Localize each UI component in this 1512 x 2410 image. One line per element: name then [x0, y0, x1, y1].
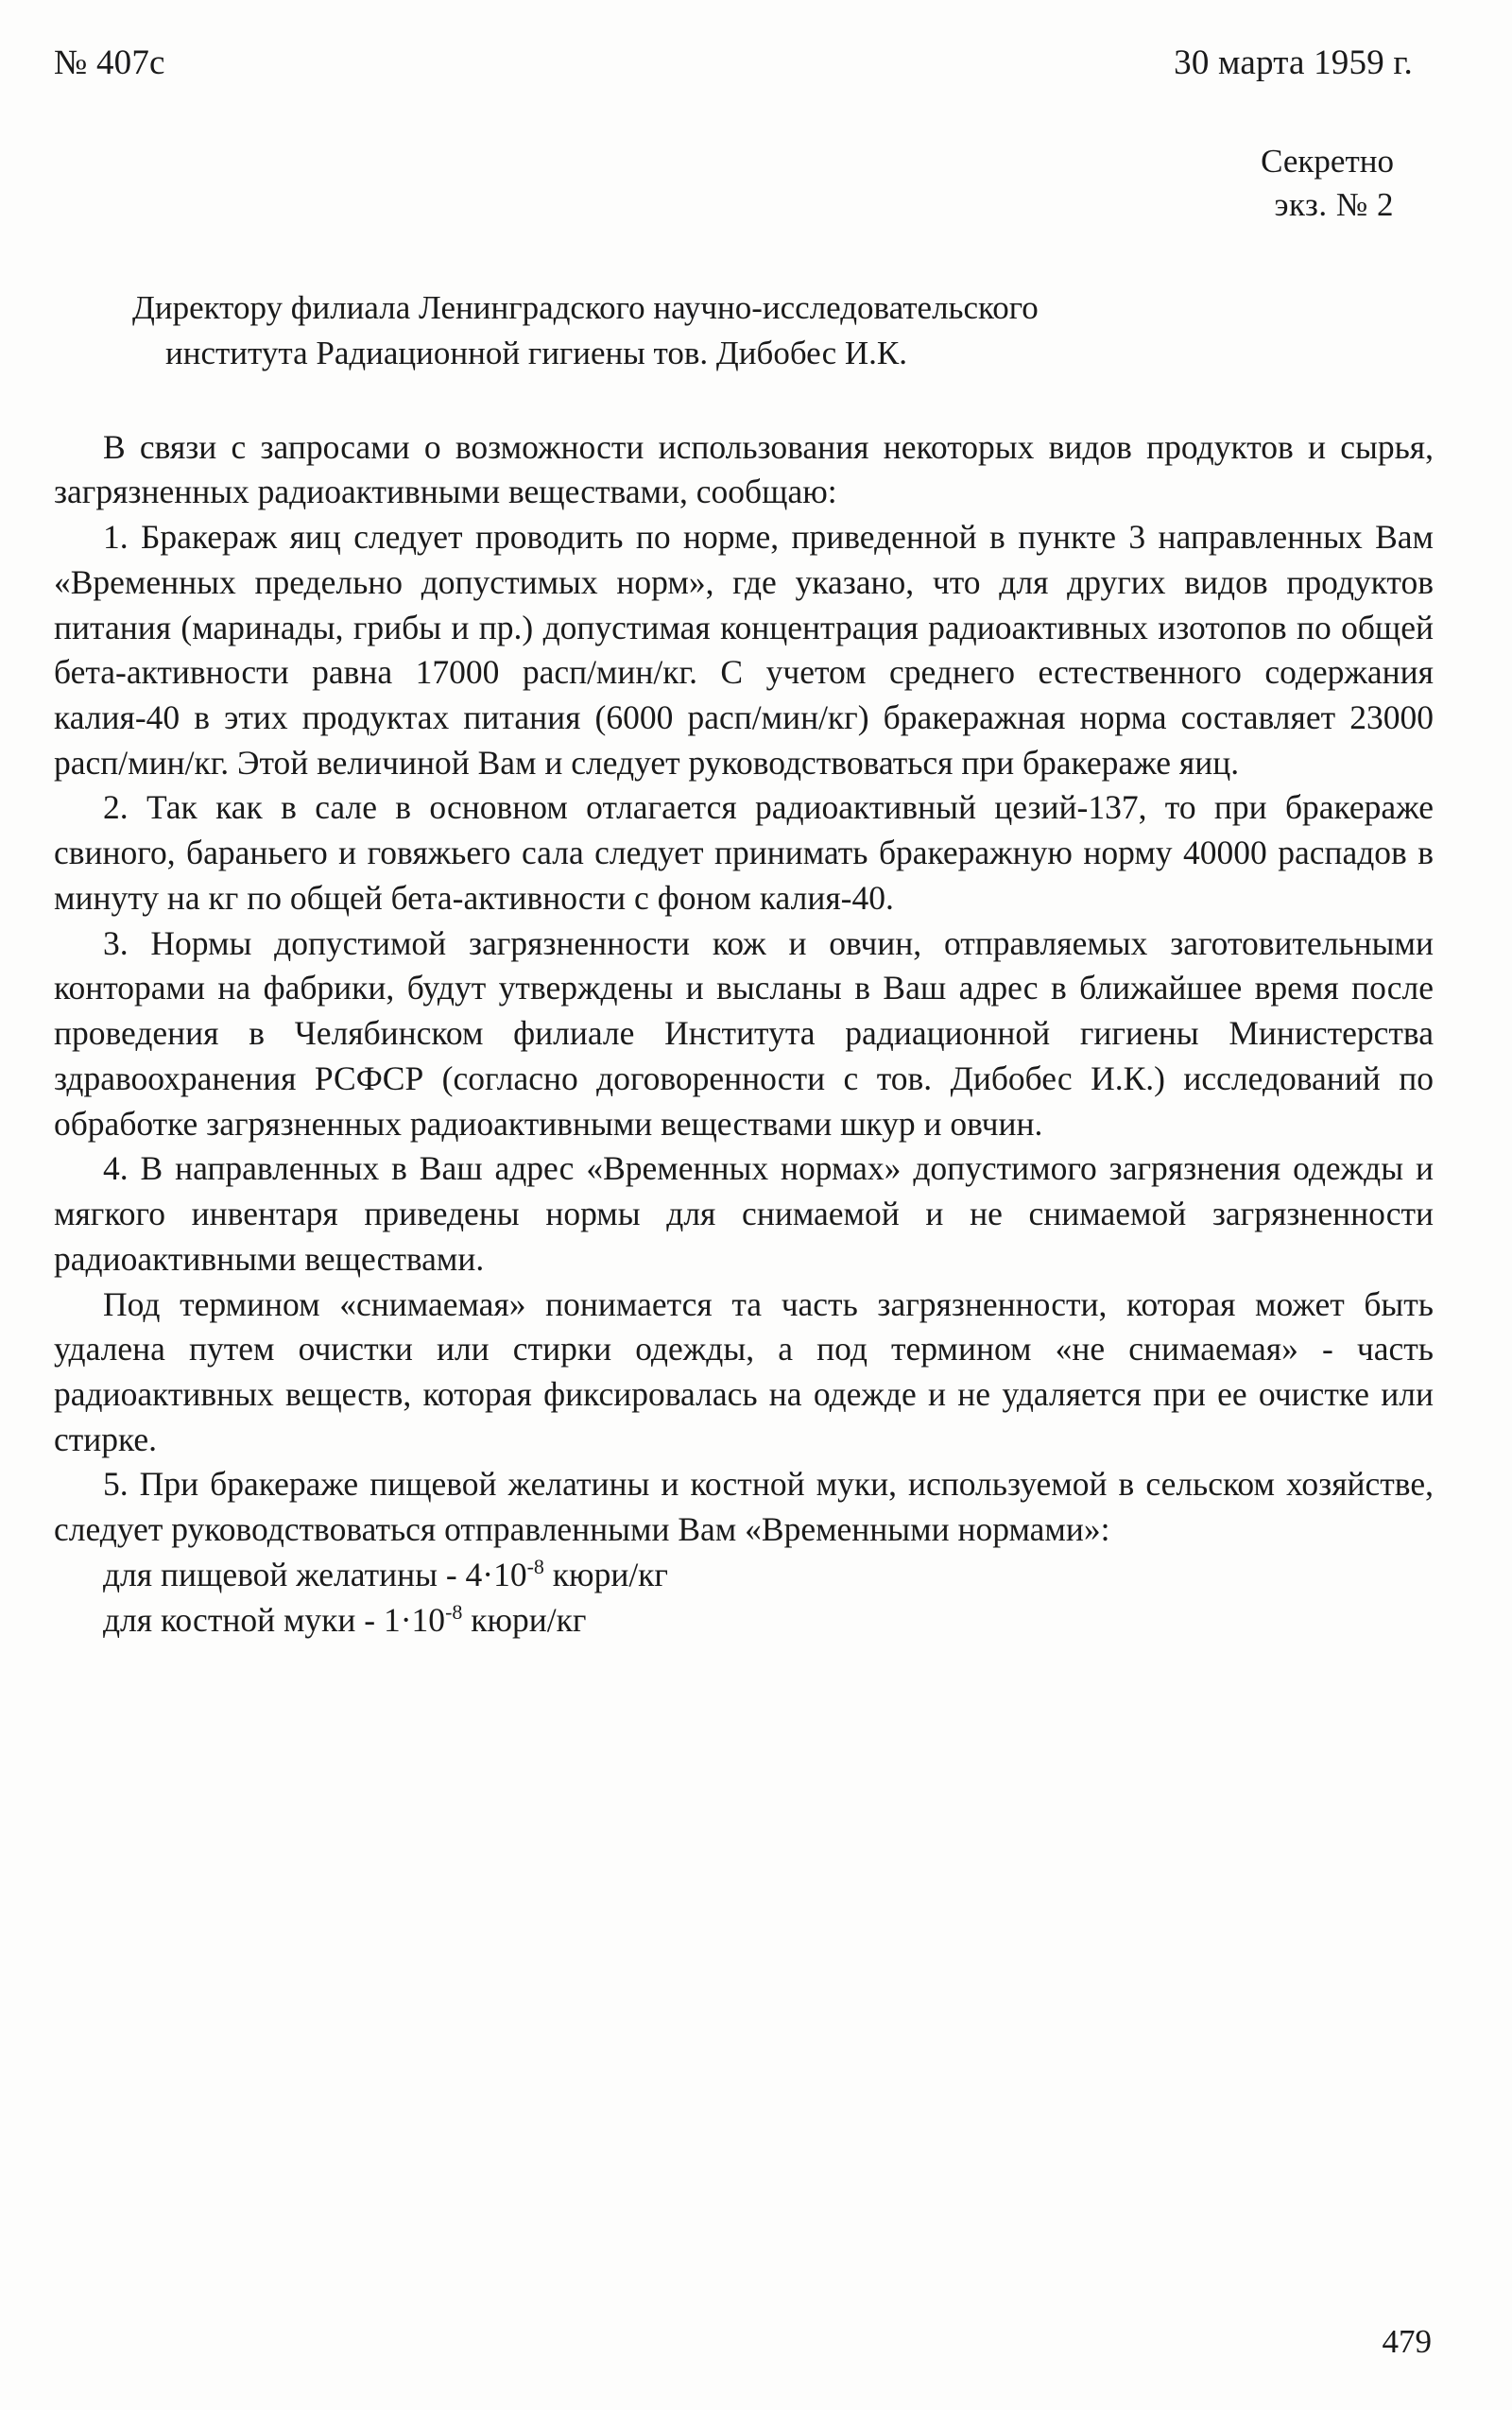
paragraph-item-2: 2. Так как в сале в основном отлагается радиоактивный цезий-137, то при бракераже свиного, бараньего и говяжьего сала следует принимать бракеражную норму 40000 распадов в минуту на кг по общей бета-активности с фоном калия-40.: [54, 788, 1434, 917]
norm-line-bonemeal: [54, 1598, 1434, 1644]
addressee-line-2: института Радиационной гигиены тов. Дибобес И.К.: [165, 334, 907, 371]
paragraph-item-3: 3. Нормы допустимой загрязненности кож и овчин, отправляемых заготовительными конторами на фабрики, будут утверждены и высланы в Ваш адрес в ближайшее время после проведения в Челябинском филиале Института радиационной гигиены Министерства здравоохранения РСФСР (согласно договоренности с тов. Дибобес И.К.) исследований по обработке загрязненных радиоактивными веществами шкур и овчин.: [54, 923, 1434, 1143]
norm-exponent-gelatin: -8: [526, 1555, 544, 1579]
norm-value-bonemeal: 1·10: [383, 1600, 446, 1639]
document-header: [52, 43, 1469, 83]
norm-unit-gelatin: кюри/кг: [543, 1555, 668, 1593]
norm-label-bonemeal: для костной муки -: [103, 1600, 384, 1639]
norm-unit-bonemeal: кюри/кг: [462, 1600, 587, 1639]
paragraph-definition: Под термином «снимаемая» понимается та часть загрязненности, которая может быть удалена путем очистки или стирки одежды, а под термином «не снимаемая» - часть радиоактивных веществ, которая фиксировалась на одежде и не удаляется при ее очистке или стирке.: [54, 1284, 1434, 1458]
page-number: 479: [1382, 2323, 1432, 2360]
classification-block: [52, 140, 1469, 227]
norm-value-gelatin: 4·10: [465, 1555, 527, 1593]
norm-label-gelatin: для пищевой желатины -: [103, 1555, 466, 1593]
document-number: № 407с: [54, 43, 165, 82]
norm-line-gelatin: [54, 1553, 1434, 1598]
addressee-block: [52, 285, 1469, 375]
document-date: 30 марта 1959 г.: [1174, 43, 1413, 82]
document-body: [52, 425, 1469, 1644]
norm-exponent-bonemeal: -8: [445, 1599, 463, 1624]
addressee-line-1: Директору филиала Ленинградского научно-исследовательского: [132, 289, 1039, 327]
copy-number-label: экз. № 2: [1274, 186, 1394, 224]
document-content: [52, 43, 1469, 1643]
paragraph-item-1: 1. Бракераж яиц следует проводить по норме, приведенной в пункте 3 направленных Вам «Временных предельно допустимых норм», где указано, что для других видов продуктов питания (маринады, грибы и пр.) допустимая концентрация радиоактивных изотопов по общей бета-активности равна 17000 расп/мин/кг. С учетом среднего естественного содержания калия-40 в этих продуктах питания (6000 расп/мин/кг) бракеражная норма составляет 23000 расп/мин/кг. Этой величиной Вам и следует руководствоваться при бракераже яиц.: [54, 518, 1434, 782]
paragraph-item-5: 5. При бракераже пищевой желатины и костной муки, используемой в сельском хозяйстве, следует руководствоваться отправленными Вам «Временными нормами»:: [54, 1465, 1434, 1549]
paragraph-item-4: 4. В направленных в Ваш адрес «Временных нормах» допустимого загрязнения одежды и мягкого инвентаря приведены нормы для снимаемой и не снимаемой загрязненности радиоактивными веществами.: [54, 1149, 1434, 1278]
paragraph-intro: В связи с запросами о возможности использования некоторых видов продуктов и сырья, загрязненных радиоактивными веществами, сообщаю:: [54, 427, 1434, 511]
secret-label: Секретно: [1261, 143, 1394, 180]
